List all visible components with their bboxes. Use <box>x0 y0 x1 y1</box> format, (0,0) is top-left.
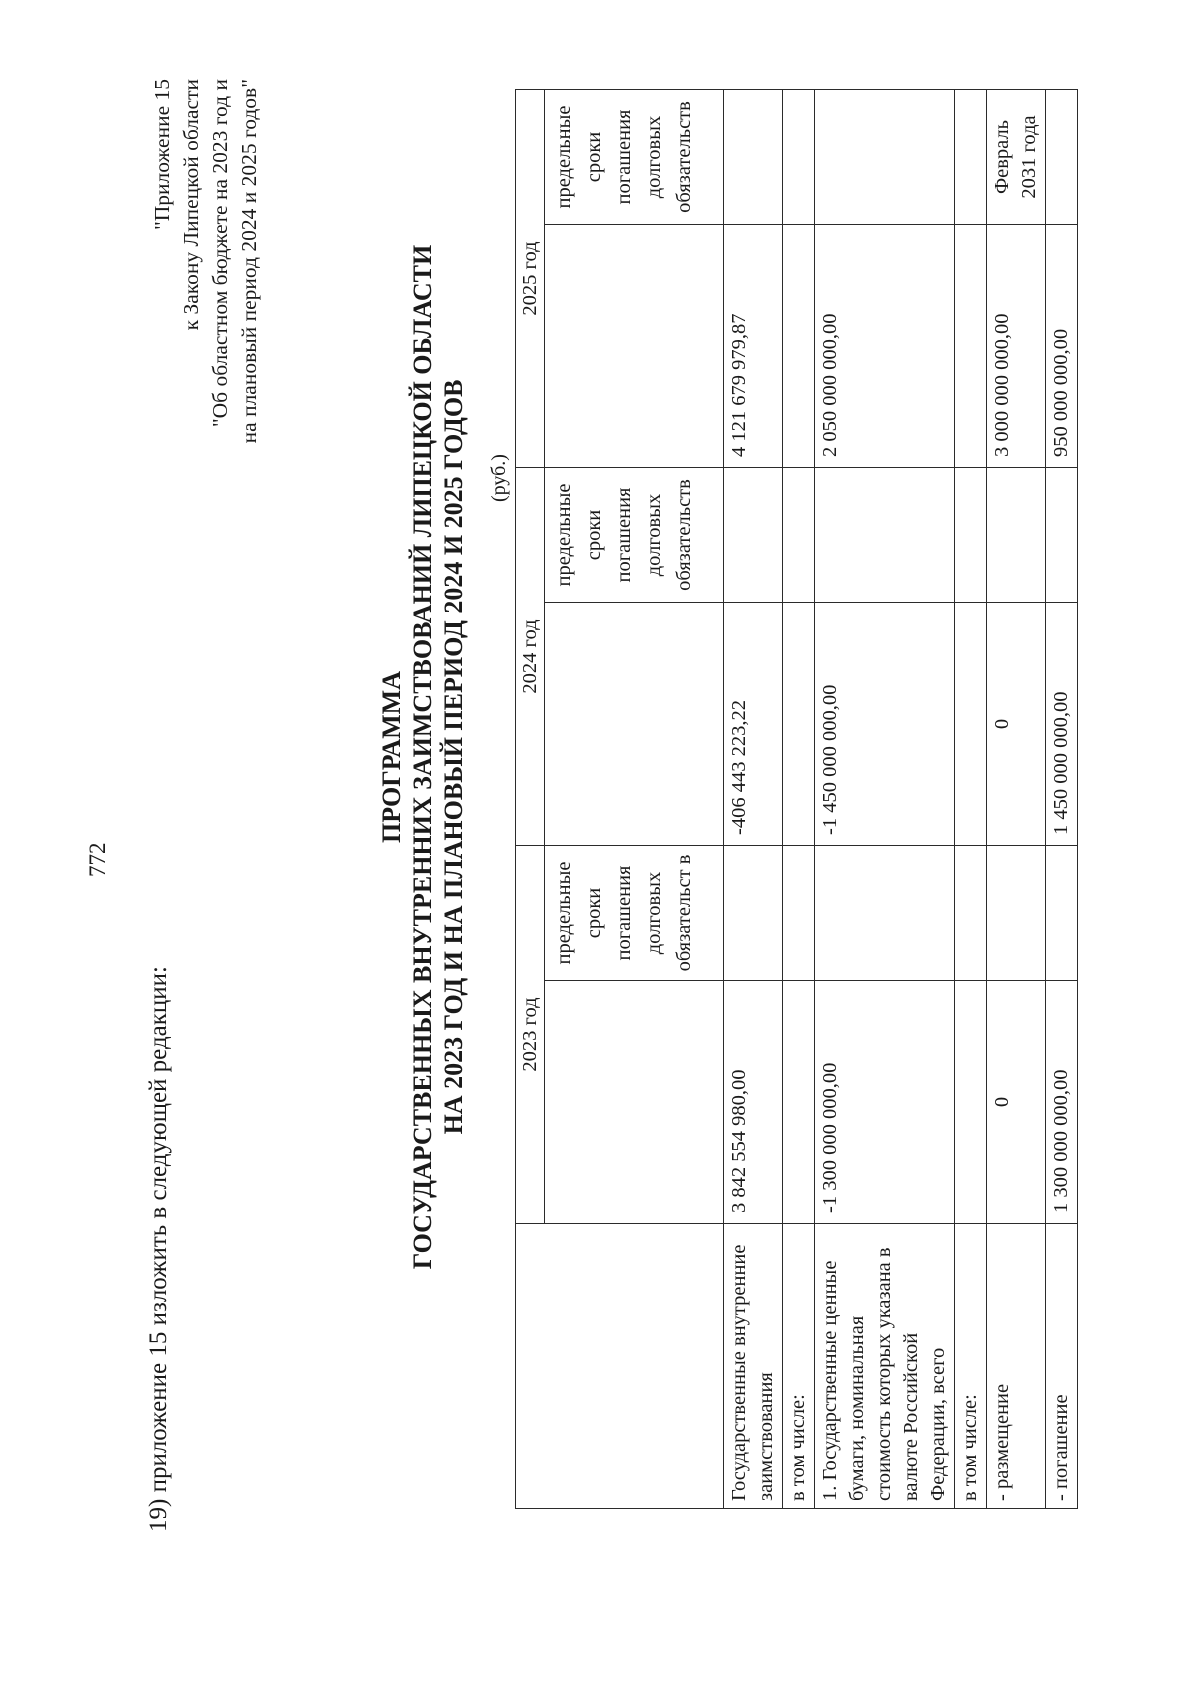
term-2025: Февраль 2031 года <box>987 90 1046 225</box>
term-2025 <box>783 90 815 225</box>
header-year-2023: 2023 год <box>516 846 545 1224</box>
table-row <box>987 90 1046 1509</box>
term-2023 <box>815 846 955 981</box>
row-label: 1. Государственные ценные бумаги, номинальная стоимость которых указана в валюте Российской Федерации, всего <box>815 1224 955 1509</box>
term-2024 <box>955 468 987 603</box>
term-2023 <box>783 846 815 981</box>
term-2024 <box>815 468 955 603</box>
header-year-2025: 2025 год <box>516 90 545 468</box>
table-row <box>955 90 987 1509</box>
unit-label: (руб.) <box>488 454 510 502</box>
appendix-line-3: "Об областном бюджете на 2023 год и <box>208 79 232 428</box>
value-2024: 0 <box>987 603 1046 846</box>
term-2024 <box>987 468 1046 603</box>
value-2023: 1 300 000 000,00 <box>1046 981 1078 1224</box>
table-row <box>1046 90 1078 1509</box>
header-term-2025: предельные сроки погашения долговых обязательств <box>545 90 724 225</box>
row-label: - размещение <box>987 1224 1046 1509</box>
term-2023 <box>987 846 1046 981</box>
row-label: в том числе: <box>783 1224 815 1509</box>
value-2024 <box>783 603 815 846</box>
row-label: в том числе: <box>955 1224 987 1509</box>
value-2023: -1 300 000 000,00 <box>815 981 955 1224</box>
value-2024 <box>955 603 987 846</box>
term-2025 <box>815 90 955 225</box>
value-2025 <box>955 225 987 468</box>
value-2025: 3 000 000 000,00 <box>987 225 1046 468</box>
value-2024: 1 450 000 000,00 <box>1046 603 1078 846</box>
title-line-2: ГОСУДАРСТВЕННЫХ ВНУТРЕННИХ ЗАИМСТВОВАНИЙ ЛИПЕЦКОЙ ОБЛАСТИ <box>408 244 437 1270</box>
page-number: 772 <box>85 842 110 877</box>
term-2024 <box>724 468 783 603</box>
borrowing-program-table <box>515 89 1078 1509</box>
row-label: - погашение <box>1046 1224 1078 1509</box>
value-2025: 950 000 000,00 <box>1046 225 1078 468</box>
value-2025 <box>783 225 815 468</box>
table-row <box>815 90 955 1509</box>
appendix-line-2: к Закону Липецкой области <box>179 79 203 331</box>
header-amount-2023 <box>545 981 724 1224</box>
header-year-2024: 2024 год <box>516 468 545 846</box>
header-amount-2024 <box>545 603 724 846</box>
header-row-years <box>516 90 545 1509</box>
value-2023: 0 <box>987 981 1046 1224</box>
title-line-1: ПРОГРАММА <box>377 671 406 843</box>
term-2023 <box>955 846 987 981</box>
term-2025 <box>724 90 783 225</box>
header-term-2023: предельные сроки погашения долговых обязательст в <box>545 846 724 981</box>
title-line-3: НА 2023 ГОД И НА ПЛАНОВЫЙ ПЕРИОД 2024 И 2025 ГОДОВ <box>439 379 468 1135</box>
term-2025 <box>955 90 987 225</box>
value-2023: 3 842 554 980,00 <box>724 981 783 1224</box>
term-2023 <box>724 846 783 981</box>
term-2025 <box>1046 90 1078 225</box>
header-amount-2025 <box>545 225 724 468</box>
table-row <box>724 90 783 1509</box>
value-2025: 2 050 000 000,00 <box>815 225 955 468</box>
intro-text: 19) приложение 15 изложить в следующей редакции: <box>145 966 172 1532</box>
row-label: Государственные внутренние заимствования <box>724 1224 783 1509</box>
appendix-line-4: на плановый период 2024 и 2025 годов" <box>237 79 261 444</box>
term-2023 <box>1046 846 1078 981</box>
header-term-2024: предельные сроки погашения долговых обязательств <box>545 468 724 603</box>
header-blank-cell <box>516 1224 724 1509</box>
value-2025: 4 121 679 979,87 <box>724 225 783 468</box>
document-title <box>376 237 469 1277</box>
value-2023 <box>955 981 987 1224</box>
table-row <box>783 90 815 1509</box>
term-2024 <box>783 468 815 603</box>
value-2024: -1 450 000 000,00 <box>815 603 955 846</box>
term-2024 <box>1046 468 1078 603</box>
appendix-reference <box>148 79 264 779</box>
appendix-line-1: "Приложение 15 <box>150 79 174 231</box>
value-2023 <box>783 981 815 1224</box>
value-2024: -406 443 223,22 <box>724 603 783 846</box>
